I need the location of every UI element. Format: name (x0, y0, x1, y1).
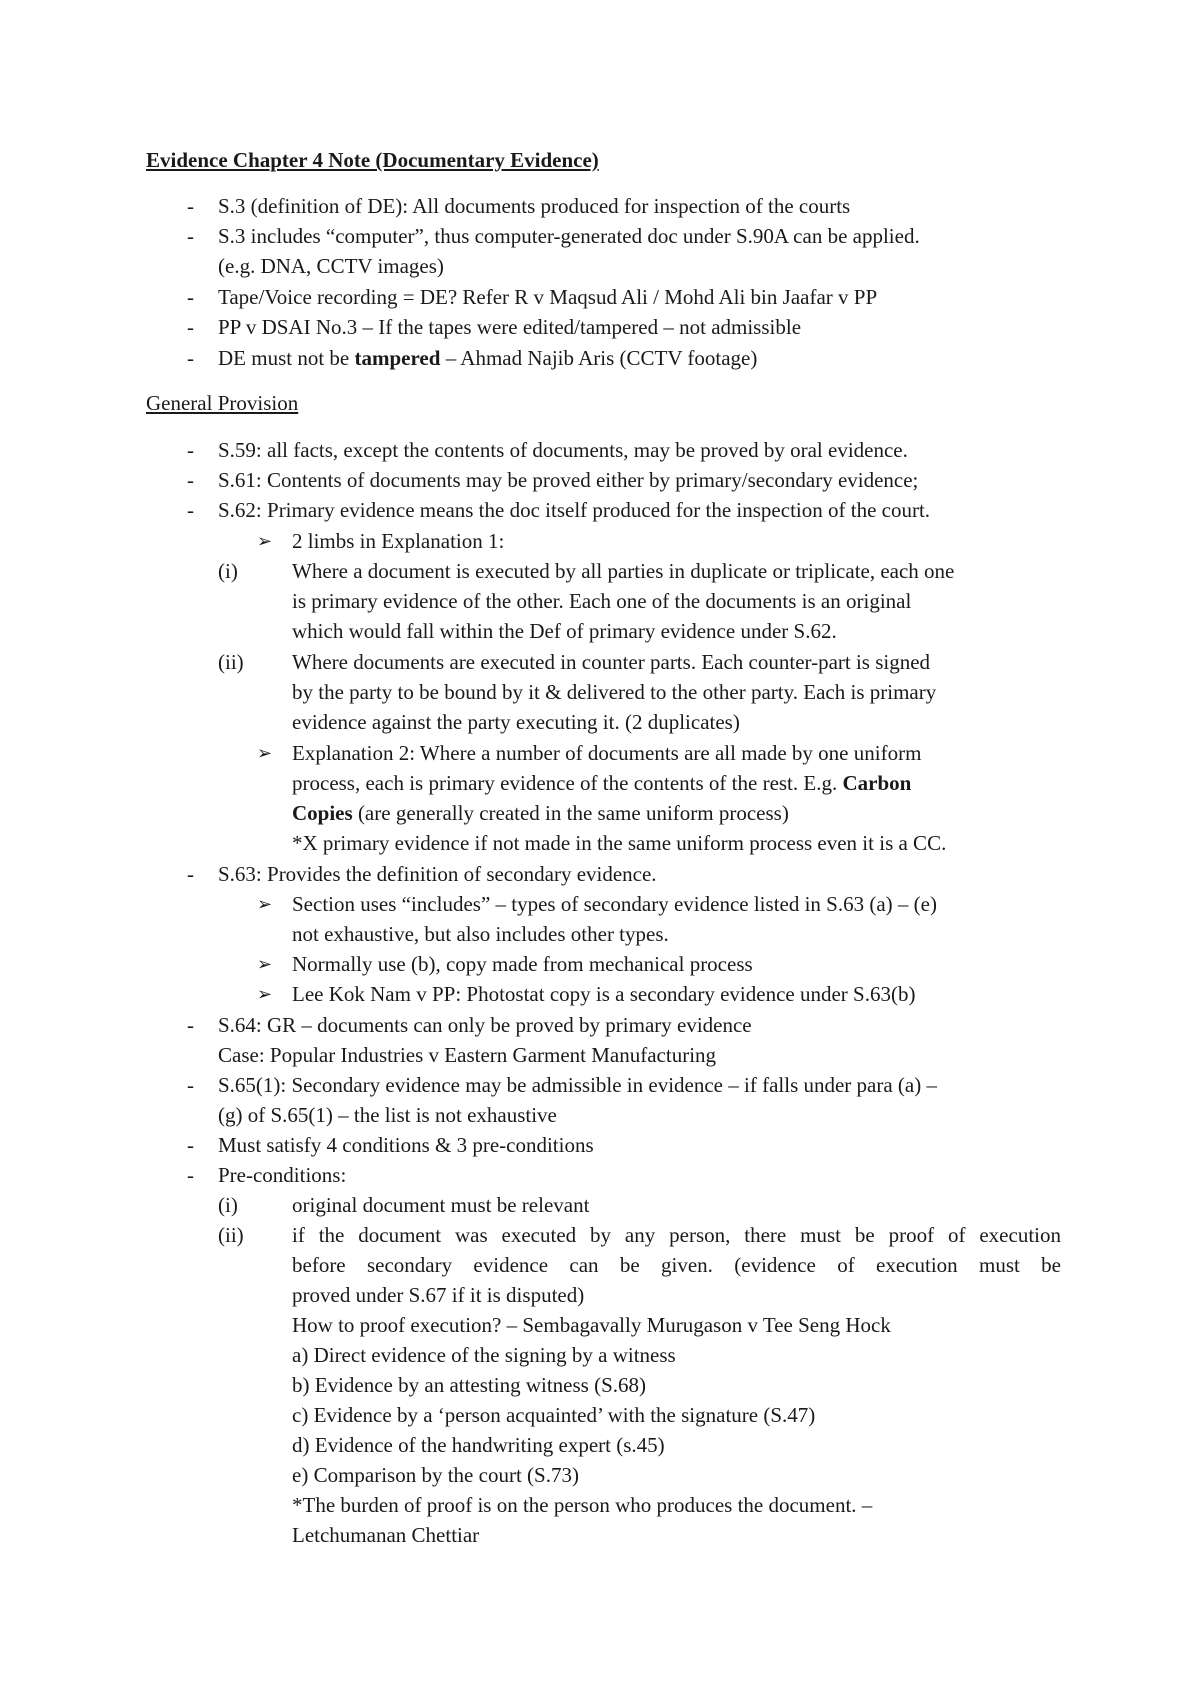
sub-item-continuation: *X primary evidence if not made in the same uniform process even it is a CC. (292, 831, 947, 855)
arrow-bullet-icon: ➢ (257, 743, 273, 763)
arrow-bullet-icon: ➢ (257, 531, 273, 551)
text-run: – Ahmad Najib Aris (CCTV footage) (440, 346, 758, 370)
list-item (218, 348, 757, 369)
bold-term: tampered (354, 346, 441, 370)
list-item: S.3 includes “computer”, thus computer-generated doc under S.90A can be applied. (218, 224, 920, 248)
dash-marker: - (187, 498, 194, 522)
execution-method: a) Direct evidence of the signing by a witness (292, 1343, 676, 1367)
arrow-bullet-icon: ➢ (257, 954, 273, 974)
list-item-continuation: (e.g. DNA, CCTV images) (218, 254, 444, 278)
list-item: Tape/Voice recording = DE? Refer R v Maqsud Ali / Mohd Ali bin Jaafar v PP (218, 285, 878, 309)
precondition-text: before secondary evidence can be given. (evidence of execution must be (292, 1253, 1061, 1277)
list-item-continuation: (g) of S.65(1) – the list is not exhaustive (218, 1103, 557, 1127)
list-item: S.64: GR – documents can only be proved by primary evidence (218, 1013, 752, 1037)
bold-term: Carbon (842, 771, 912, 795)
dash-marker: - (187, 194, 194, 218)
text-run: process, each is primary evidence of the contents of the rest. E.g. (292, 771, 843, 795)
execution-method: b) Evidence by an attesting witness (S.68) (292, 1373, 647, 1397)
precondition-text: Letchumanan Chettiar (292, 1523, 480, 1547)
sub-item: 2 limbs in Explanation 1: (292, 529, 505, 553)
limb-text: evidence against the party executing it. (2 duplicates) (292, 710, 740, 734)
dash-marker: - (187, 315, 194, 339)
execution-method: e) Comparison by the court (S.73) (292, 1463, 579, 1487)
precondition-text: proved under S.67 if it is disputed) (292, 1283, 585, 1307)
execution-method: d) Evidence of the handwriting expert (s.45) (292, 1433, 665, 1457)
list-item: S.65(1): Secondary evidence may be admissible in evidence – if falls under para (a) – (218, 1073, 937, 1097)
list-item: S.59: all facts, except the contents of documents, may be proved by oral evidence. (218, 438, 908, 462)
arrow-bullet-icon: ➢ (257, 894, 273, 914)
list-item: Must satisfy 4 conditions & 3 pre-conditions (218, 1133, 594, 1157)
list-item: S.62: Primary evidence means the doc itself produced for the inspection of the court. (218, 498, 931, 522)
document-title: Evidence Chapter 4 Note (Documentary Evidence) (146, 148, 599, 172)
roman-label: (i) (218, 559, 238, 583)
dash-marker: - (187, 438, 194, 462)
limb-text: Where documents are executed in counter parts. Each counter-part is signed (292, 650, 931, 674)
sub-item: Explanation 2: Where a number of documents are all made by one uniform (292, 741, 922, 765)
precondition-text: *The burden of proof is on the person who produces the document. – (292, 1493, 873, 1517)
dash-marker: - (187, 862, 194, 886)
dash-marker: - (187, 1163, 194, 1187)
roman-label: (i) (218, 1193, 238, 1217)
list-item: S.61: Contents of documents may be proved either by primary/secondary evidence; (218, 468, 919, 492)
list-item: PP v DSAI No.3 – If the tapes were edited/tampered – not admissible (218, 315, 802, 339)
list-item: S.3 (definition of DE): All documents produced for inspection of the courts (218, 194, 851, 218)
dash-marker: - (187, 1133, 194, 1157)
dash-marker: - (187, 1013, 194, 1037)
dash-marker: - (187, 468, 194, 492)
roman-label: (ii) (218, 1223, 244, 1247)
arrow-bullet-icon: ➢ (257, 984, 273, 1004)
limb-text: is primary evidence of the other. Each one of the documents is an original (292, 589, 912, 613)
limb-text: which would fall within the Def of primary evidence under S.62. (292, 619, 837, 643)
sub-item: Section uses “includes” – types of secondary evidence listed in S.63 (a) – (e) (292, 892, 937, 916)
precondition-text: if the document was executed by any person, there must be proof of execution (292, 1223, 1061, 1247)
precondition-text: How to proof execution? – Sembagavally Murugason v Tee Seng Hock (292, 1313, 891, 1337)
section-heading: General Provision (146, 391, 299, 415)
sub-item-continuation (292, 773, 911, 794)
execution-method: c) Evidence by a ‘person acquainted’ with the signature (S.47) (292, 1403, 816, 1427)
dash-marker: - (187, 346, 194, 370)
sub-item: Normally use (b), copy made from mechanical process (292, 952, 753, 976)
sub-item-continuation: not exhaustive, but also includes other types. (292, 922, 669, 946)
limb-text: by the party to be bound by it & delivered to the other party. Each is primary (292, 680, 937, 704)
bold-term: Copies (292, 801, 353, 825)
roman-label: (ii) (218, 650, 244, 674)
text-run: (are generally created in the same uniform process) (352, 801, 789, 825)
list-item-continuation: Case: Popular Industries v Eastern Garment Manufacturing (218, 1043, 717, 1067)
list-item: S.63: Provides the definition of secondary evidence. (218, 862, 657, 886)
precondition-text: original document must be relevant (292, 1193, 590, 1217)
limb-text: Where a document is executed by all parties in duplicate or triplicate, each one (292, 559, 955, 583)
dash-marker: - (187, 285, 194, 309)
sub-item-continuation (292, 803, 789, 824)
dash-marker: - (187, 1073, 194, 1097)
text-run: DE must not be (218, 346, 355, 370)
list-item: Pre-conditions: (218, 1163, 347, 1187)
dash-marker: - (187, 224, 194, 248)
sub-item: Lee Kok Nam v PP: Photostat copy is a secondary evidence under S.63(b) (292, 982, 916, 1006)
